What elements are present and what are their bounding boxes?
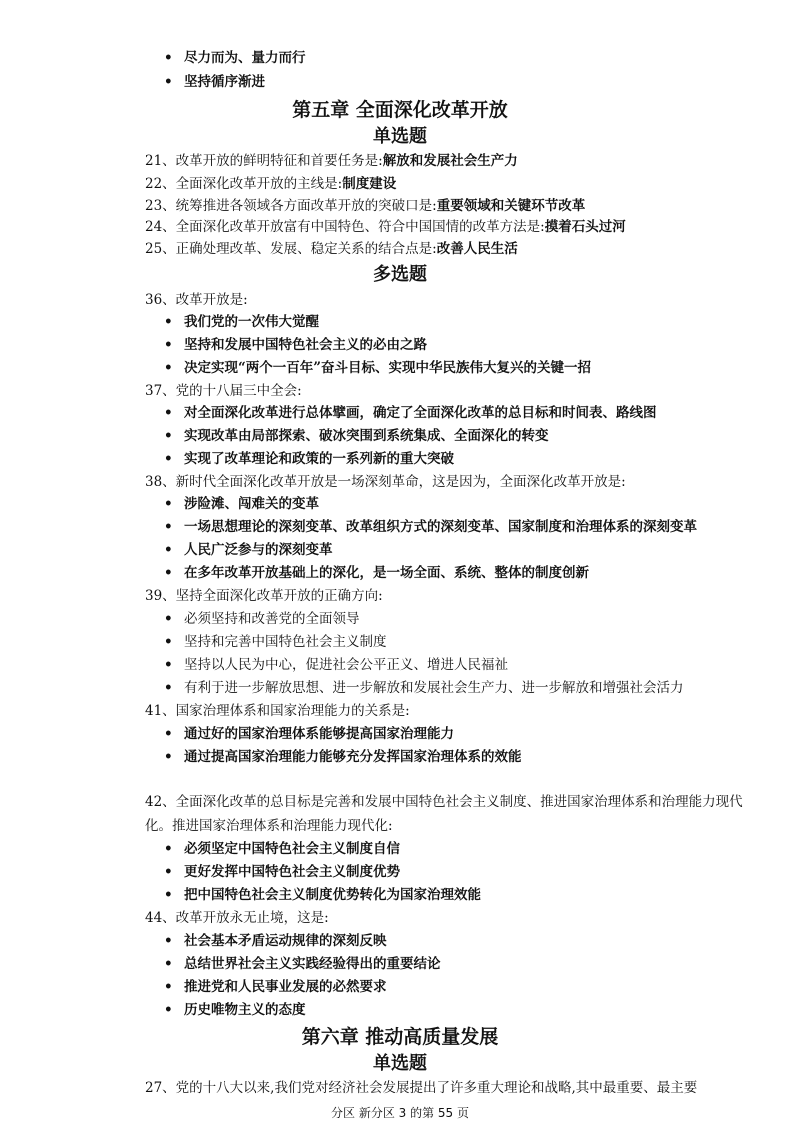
question-41: 41、国家治理体系和国家治理能力的关系是: [145,703,410,719]
option-item: • 通过提高国家治理能力能够充分发挥国家治理体系的效能 [164,749,522,765]
option-item: • 通过好的国家治理体系能够提高国家治理能力 [164,726,454,742]
question-25: 25、正确处理改革、发展、稳定关系的结合点是:改善人民生活 [145,241,518,257]
answer: 解放和发展社会生产力 [382,153,518,169]
option-item: • 我们党的一次伟大觉醒 [164,314,319,330]
option-item: • 实现改革由局部探索、破冰突围到系统集成、全面深化的转变 [164,428,549,444]
question-23: 23、统筹推进各领域各方面改革开放的突破口是:重要领域和关键环节改革 [145,198,586,214]
answer: 制度建设 [342,176,397,192]
question-37: 37、党的十八届三中全会: [145,383,302,399]
option-item: • 涉险滩、闯难关的变革 [164,496,319,512]
option-item: • 更好发挥中国特色社会主义制度优势 [164,864,400,880]
question-44: 44、改革开放永无止境，这是: [145,910,329,926]
answer: 摸着石头过河 [544,219,626,235]
option-item: • 人民广泛参与的深刻变革 [164,542,333,558]
option-item: • 必须坚定中国特色社会主义制度自信 [164,841,400,857]
answer: 改善人民生活 [436,241,518,257]
option-item: • 历史唯物主义的态度 [164,1002,306,1018]
section-heading-multi: 多选题 [373,264,427,285]
option-item: • 坚持和完善中国特色社会主义制度 [164,634,387,650]
option-item: • 实现了改革理论和政策的一系列新的重大突破 [164,451,454,467]
option-item: • 在多年改革开放基础上的深化，是一场全面、系统、整体的制度创新 [164,565,589,581]
option-item: • 推进党和人民事业发展的必然要求 [164,979,387,995]
question-21: 21、改革开放的鲜明特征和首要任务是:解放和发展社会生产力 [145,153,518,169]
bullet-item: • 尽力而为、量力而行 [164,50,306,66]
question-36: 36、改革开放是: [145,292,248,308]
section-heading-single: 单选题 [373,1053,427,1074]
option-item: • 一场思想理论的深刻变革、改革组织方式的深刻变革、国家制度和治理体系的深刻变革 [164,519,697,535]
page-footer: 分区 新分区 3 的第 55 页 [331,1106,469,1120]
section-heading-single: 单选题 [373,126,427,147]
question-22: 22、全面深化改革开放的主线是:制度建设 [145,176,397,192]
chapter-title: 第五章 全面深化改革开放 [292,99,508,121]
question-38: 38、新时代全面深化改革开放是一场深刻革命，这是因为，全面深化改革开放是: [145,474,626,490]
answer: 重要领域和关键环节改革 [436,198,586,214]
option-item: • 把中国特色社会主义制度优势转化为国家治理效能 [164,887,481,903]
question-39: 39、坚持全面深化改革开放的正确方向: [145,588,383,604]
bullet-item: • 坚持循序渐进 [164,74,265,90]
option-item: • 决定实现“两个一百年”奋斗目标、实现中华民族伟大复兴的关键一招 [164,360,592,376]
option-item: • 对全面深化改革进行总体擘画，确定了全面深化改革的总目标和时间表、路线图 [164,405,657,421]
option-item: • 坚持和发展中国特色社会主义的必由之路 [164,337,427,353]
option-item: • 总结世界社会主义实践经验得出的重要结论 [164,956,441,972]
chapter-title: 第六章 推动高质量发展 [301,1026,499,1048]
option-item: • 坚持以人民为中心，促进社会公平正义、增进人民福祉 [164,657,508,673]
question-24: 24、全面深化改革开放富有中国特色、符合中国国情的改革方法是:摸着石头过河 [145,219,626,235]
question-42: 42、全面深化改革的总目标是完善和发展中国特色社会主义制度、推进国家治理体系和治理能力现代化。推进国家治理体系和治理能力现代化: [145,794,743,834]
option-item: • 有利于进一步解放思想、进一步解放和发展社会生产力、进一步解放和增强社会活力 [164,680,684,696]
option-item: • 必须坚持和改善党的全面领导 [164,611,360,627]
option-item: • 社会基本矛盾运动规律的深刻反映 [164,933,387,949]
question-27: 27、党的十八大以来,我们党对经济社会发展提出了许多重大理论和战略,其中最重要、最主要 [145,1080,698,1096]
